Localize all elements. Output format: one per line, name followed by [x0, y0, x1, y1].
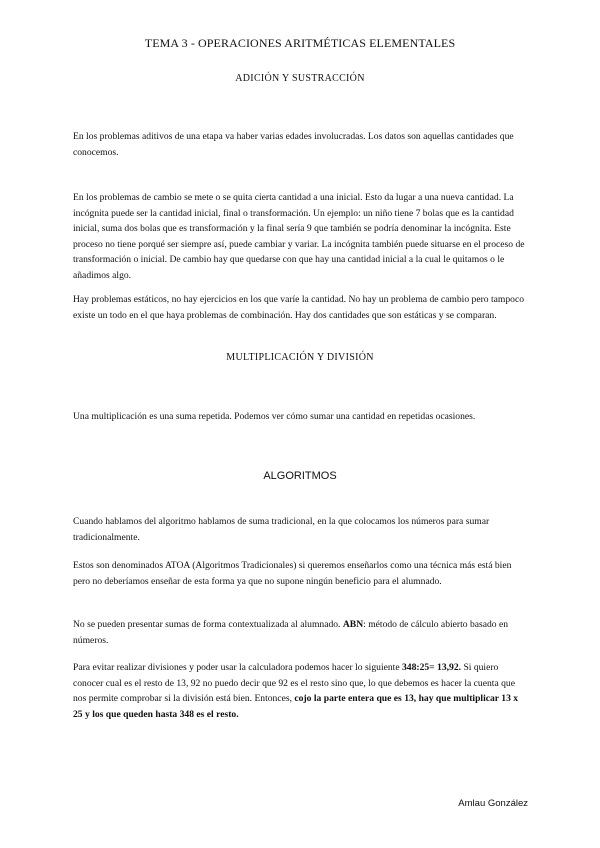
paragraph-adicion-1: En los problemas aditivos de una etapa va haber varias edades involucradas. Los datos son aquellas cantidades que conocemos. — [73, 131, 514, 158]
paragraph-algoritmos-4 — [73, 660, 529, 722]
paragraph-adicion-2: En los problemas de cambio se mete o se quita cierta cantidad a una inicial. Esto da lugar a una nueva cantidad. La incógnita puede ser la cantidad inicial, final o transformación. Un ejemplo: un niño tiene 7 bolas que es la cantidad inicial, suma dos bolas que es transformación y la final sería 9 que también se podría denominar la incógnita. Este proceso no tiene porqué ser siempre así, puede cambiar y variar. La incógnita también puede situarse en el proceso de transformación o inicial. De cambio hay que quedarse con que hay una cantidad inicial a la cual le quitamos o le añadimos algo. — [73, 192, 525, 281]
division-example: 348:25= 13,92. — [402, 662, 462, 673]
paragraph-algoritmos-2: Estos son denominados ATOA (Algoritmos Tradicionales) si queremos enseñarlos como una técnica más está bien pero no deberíamos enseñar de esta forma ya que no supone ningún beneficio para el alumnado. — [73, 560, 512, 587]
section-heading-adicion: ADICIÓN Y SUSTRACCIÓN — [235, 73, 365, 84]
footer-author: Amlau González — [458, 798, 528, 809]
abn-intro-text: No se pueden presentar sumas de forma contextualizada al alumnado. — [73, 619, 341, 630]
section-heading-multiplicacion: MULTIPLICACIÓN Y DIVISIÓN — [226, 352, 374, 363]
paragraph-algoritmos-3 — [73, 617, 529, 648]
paragraph-adicion-3: Hay problemas estáticos, no hay ejercicios en los que varíe la cantidad. No hay un problema de cambio pero tampoco existe un todo en el que haya problemas de combinación. Hay dos cantidades que son estáticas y se comparan. — [73, 294, 525, 321]
division-intro-text: Para evitar realizar divisiones y poder usar la calculadora podemos hacer lo siguiente — [73, 662, 400, 673]
paragraph-algoritmos-1: Cuando hablamos del algoritmo hablamos de suma tradicional, en la que colocamos los números para sumar tradicionalmente. — [73, 516, 490, 543]
division-explanation: Si quiero conocer cual es el resto de 13, 92 no puedo decir que 92 es el resto sino que, lo que debemos es hacer la cuenta que nos permite comprobar si la división está bien. Entonces, — [73, 662, 515, 704]
section-heading-algoritmos: ALGORITMOS — [263, 470, 337, 482]
abn-definition: : método de cálculo abierto basado en números. — [73, 619, 509, 646]
abn-term: ABN — [342, 619, 364, 630]
division-method: cojo la parte entera que es 13, hay que multiplicar 13 x 25 y los que queden hasta 348 es el resto. — [73, 693, 519, 720]
document-title: TEMA 3 - OPERACIONES ARITMÉTICAS ELEMENTALES — [144, 36, 456, 50]
paragraph-multiplicacion-1: Una multiplicación es una suma repetida. Podemos ver cómo sumar una cantidad en repetidas ocasiones. — [73, 411, 476, 422]
